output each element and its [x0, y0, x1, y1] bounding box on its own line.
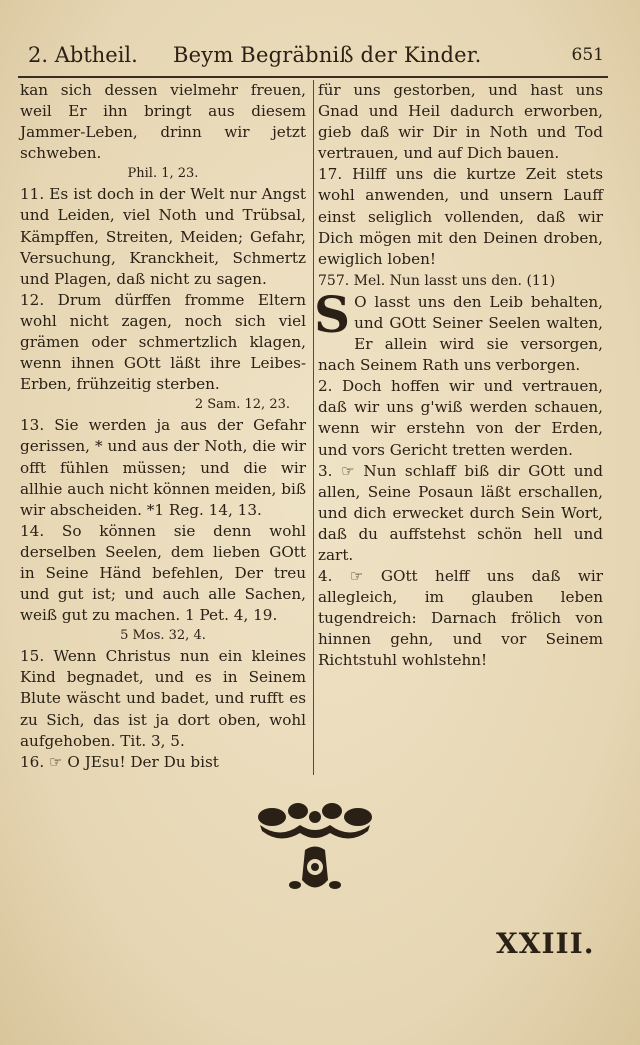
- right-column: [314, 80, 603, 672]
- scripture-reference: 5 Mos. 32, 4.: [120, 628, 206, 644]
- catchword: XXIII.: [496, 927, 595, 960]
- running-header: [28, 38, 604, 72]
- left-column: [20, 80, 306, 773]
- hymn-verse: 11. Es ist doch in der Welt nur Angst und Leiden, viel Noth und Trübsal, Kämpffen, Streiten, Meiden; Gefahr, Versuchung, Kranckheit, Schmertz und Plagen, daß nicht zu sagen.: [20, 185, 306, 288]
- hymn-verse: für uns gestorben, und hast uns Gnad und Heil dadurch erworben, gieb daß wir Dir in Noth und Tod vertrauen, und auf Dich bauen.: [318, 81, 603, 163]
- hymn-verse: 14. So können sie denn wohl derselben Seelen, dem lieben GOtt in Seine Händ befehlen, Der treu und gut ist; und auch alle Sachen, weiß gut zu machen. 1 Pet. 4, 19.: [20, 521, 306, 625]
- hymn-verse: 16. ☞ O JEsu! Der Du bist: [20, 752, 219, 771]
- drop-cap: S: [314, 284, 351, 344]
- hymn-verse: 3. ☞ Nun schlaff biß dir GOtt und allen, Seine Posaun läßt erschallen, und dich erwecket durch Sein Wort, daß du auffstehst schön hell und zart.: [318, 461, 603, 564]
- hymn-verse: 2. Doch hoffen wir und vertrauen, daß wir uns g'wiß werden schauen, wenn wir erstehn von der Erden, und vors Gericht tretten werden.: [318, 377, 603, 459]
- header-rule: [18, 76, 608, 78]
- hymn-verse: 13. Sie werden ja aus der Gefahr gerissen, * und aus der Noth, die wir offt fühlen müssen; und die wir allhie auch nicht können meiden, biß wir abscheiden. *1 Reg. 14, 13.: [20, 416, 306, 519]
- page-number: 651: [571, 45, 604, 65]
- hymn-verse: [314, 284, 603, 376]
- floral-ornament: [250, 795, 380, 905]
- section-label: 2. Abtheil.: [28, 43, 138, 67]
- scripture-reference: Phil. 1, 23.: [127, 166, 199, 182]
- hymn-verse-text: O lasst uns den Leib behalten, und GOtt Seiner Seelen walten, Er allein wird sie versorgen, nach Seinem Rath uns verborgen.: [318, 292, 603, 375]
- hymn-verse: 17. Hilff uns die kurtze Zeit stets wohl anwenden, und unsern Lauff einst seliglich vollenden, daß wir Dich mögen mit den Deinen droben, ewiglich loben!: [318, 165, 603, 268]
- hymn-verse: 15. Wenn Christus nun ein kleines Kind begnadet, und es in Seinem Blute wäscht und badet, und rufft es zu Sich, das ist ja dort oben, wohl aufgehoben. Tit. 3, 5.: [20, 647, 306, 750]
- page-title: Beym Begräbniß der Kinder.: [173, 43, 482, 67]
- hymn-verse: 12. Drum dürffen fromme Eltern wohl nicht zagen, noch sich viel grämen oder schmertzlich klagen, wenn ihnen GOtt läßt ihre Leibes-Erben, frühzeitig sterben.: [20, 290, 306, 394]
- hymn-verse: kan sich dessen vielmehr freuen, weil Er ihn bringt aus diesem Jammer-Leben, drinn wir jetzt schweben.: [20, 81, 306, 163]
- hymn-verse: 4. ☞ GOtt helff uns daß wir allegleich, im glauben leben tugendreich: Darnach frölich von hinnen gehn, und vor Seinem Richtstuhl wohlstehn!: [318, 567, 603, 670]
- scripture-reference: 2 Sam. 12, 23.: [194, 397, 290, 413]
- hymn-melody-heading: 757. Mel. Nun lasst uns den. (11): [318, 272, 556, 289]
- column-divider: [313, 80, 314, 775]
